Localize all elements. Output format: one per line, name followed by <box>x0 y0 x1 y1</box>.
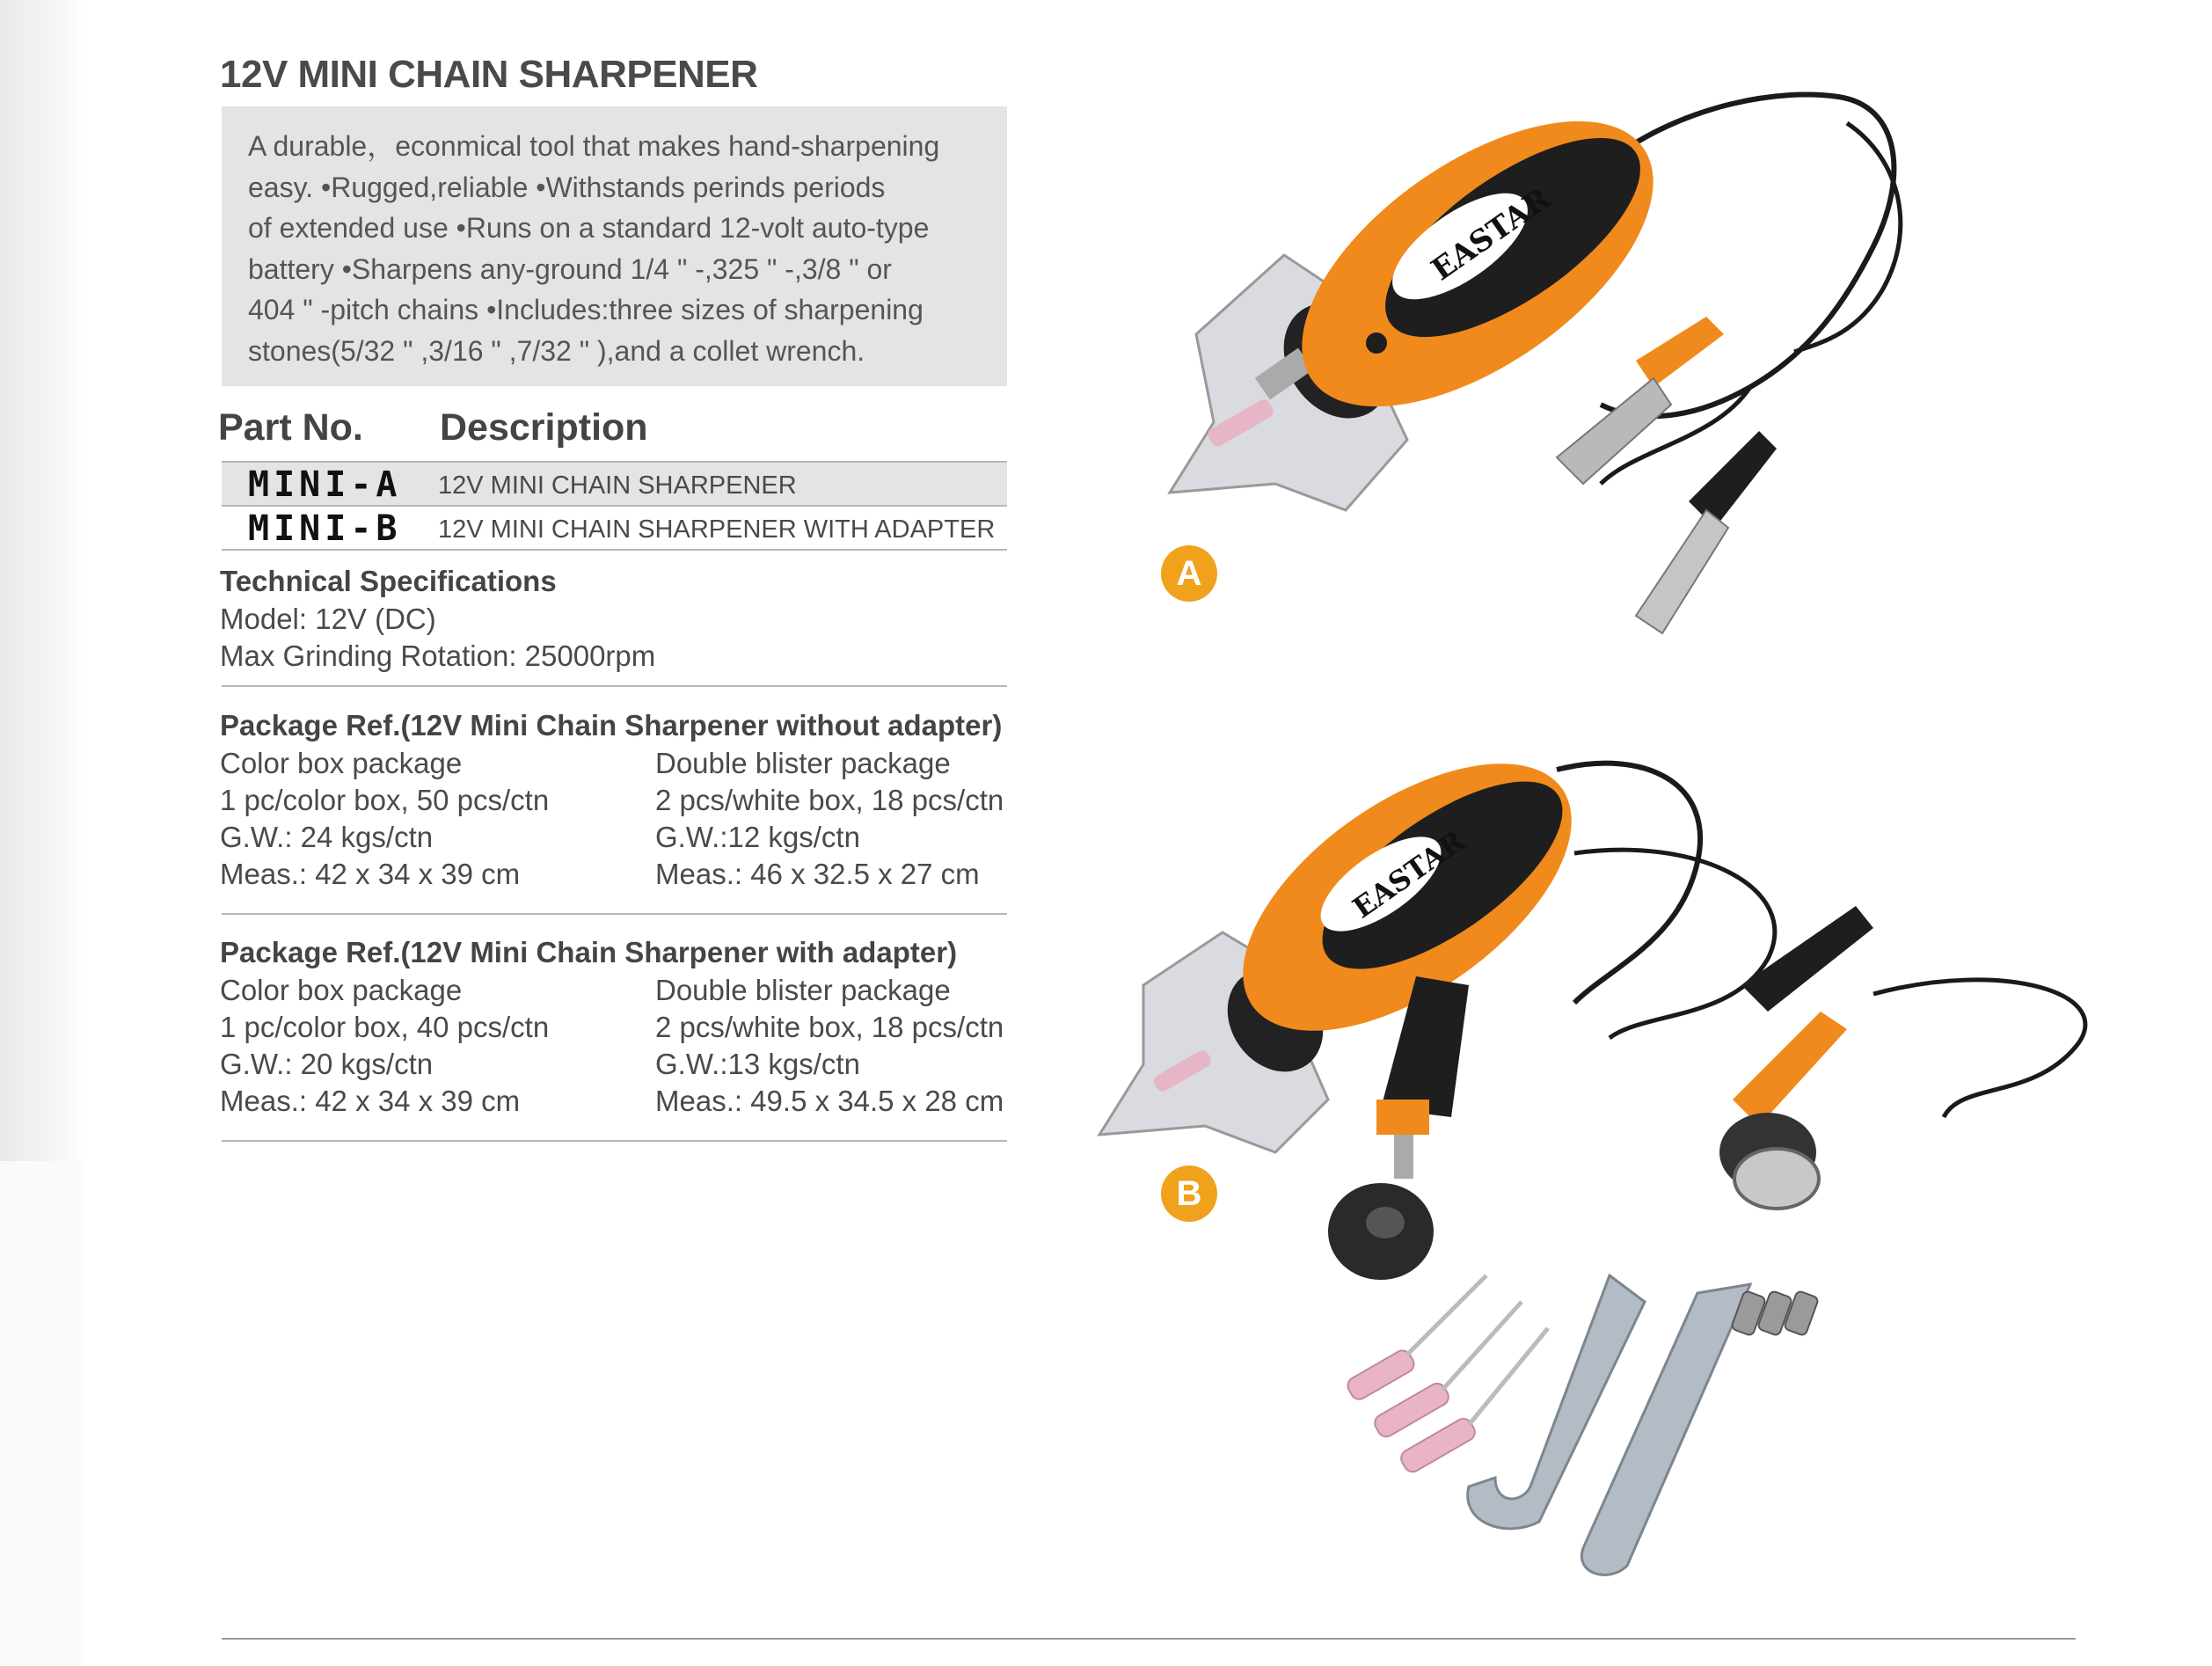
tech-spec-rotation: Max Grinding Rotation: 25000rpm <box>220 639 656 672</box>
package-detail: 2 pcs/white box, 18 pcs/ctn <box>655 1011 1004 1043</box>
package-detail: G.W.:12 kgs/ctn <box>655 821 860 853</box>
package-detail: Color box package <box>220 747 463 779</box>
package-detail: 2 pcs/white box, 18 pcs/ctn <box>655 784 1004 816</box>
section-rule <box>222 685 1007 687</box>
package-detail: G.W.: 20 kgs/ctn <box>220 1048 434 1080</box>
page-title: 12V MINI CHAIN SHARPENER <box>220 53 758 96</box>
left-margin-lower <box>0 1161 84 1666</box>
description-cell: 12V MINI CHAIN SHARPENER <box>438 471 797 500</box>
description-line: of extended use •Runs on a standard 12-volt auto-type <box>248 212 930 244</box>
badge-a: A <box>1161 545 1217 602</box>
part-no-header: Part No. <box>218 406 363 449</box>
section-rule <box>222 913 1007 915</box>
description-header: Description <box>440 406 648 449</box>
description-cell: 12V MINI CHAIN SHARPENER WITH ADAPTER <box>438 515 996 544</box>
package-detail: Double blister package <box>655 747 951 779</box>
package-with-heading: Package Ref.(12V Mini Chain Sharpener with adapter) <box>220 936 958 968</box>
tech-specs-heading: Technical Specifications <box>220 565 557 597</box>
brand-logo: EASTAR <box>1425 180 1558 289</box>
description-line: easy. •Rugged,reliable •Withstands perinds periods <box>248 171 886 203</box>
table-row <box>222 463 1007 505</box>
package-detail: Double blister package <box>655 974 951 1006</box>
package-detail: Color box package <box>220 974 463 1006</box>
package-detail: Meas.: 42 x 34 x 39 cm <box>220 858 521 890</box>
badge-b: B <box>1161 1165 1217 1222</box>
package-detail: Meas.: 42 x 34 x 39 cm <box>220 1085 521 1117</box>
description-line: stones(5/32 " ,3/16 " ,7/32 " ),and a collet wrench. <box>248 334 865 367</box>
table-row <box>222 507 1007 549</box>
description-line: 404 " -pitch chains •Includes:three sizes of sharpening <box>248 294 923 325</box>
package-detail: 1 pc/color box, 40 pcs/ctn <box>220 1011 550 1043</box>
description-line: battery •Sharpens any-ground 1/4 " -,325 " -,3/8 " or <box>248 252 892 285</box>
description-box <box>222 106 1007 386</box>
package-detail: G.W.:13 kgs/ctn <box>655 1048 860 1080</box>
package-detail: G.W.: 24 kgs/ctn <box>220 821 434 853</box>
description-line: A durable，econmical tool that makes hand-sharpening <box>248 130 940 162</box>
package-detail: Meas.: 49.5 x 34.5 x 28 cm <box>655 1085 1004 1117</box>
part-no-cell: MINI-B <box>248 508 402 549</box>
part-no-cell: MINI-A <box>248 464 402 505</box>
package-detail: 1 pc/color box, 50 pcs/ctn <box>220 784 550 816</box>
footer-rule <box>222 1638 2076 1640</box>
section-rule <box>222 1140 1007 1142</box>
table-rule <box>222 549 1007 551</box>
package-detail: Meas.: 46 x 32.5 x 27 cm <box>655 858 980 890</box>
brand-logo: EASTAR <box>1347 823 1471 925</box>
package-without-heading: Package Ref.(12V Mini Chain Sharpener without adapter) <box>220 709 1003 742</box>
product-b-image <box>1082 730 2137 1592</box>
product-a-image <box>1143 70 1935 669</box>
tech-spec-model: Model: 12V (DC) <box>220 603 436 635</box>
